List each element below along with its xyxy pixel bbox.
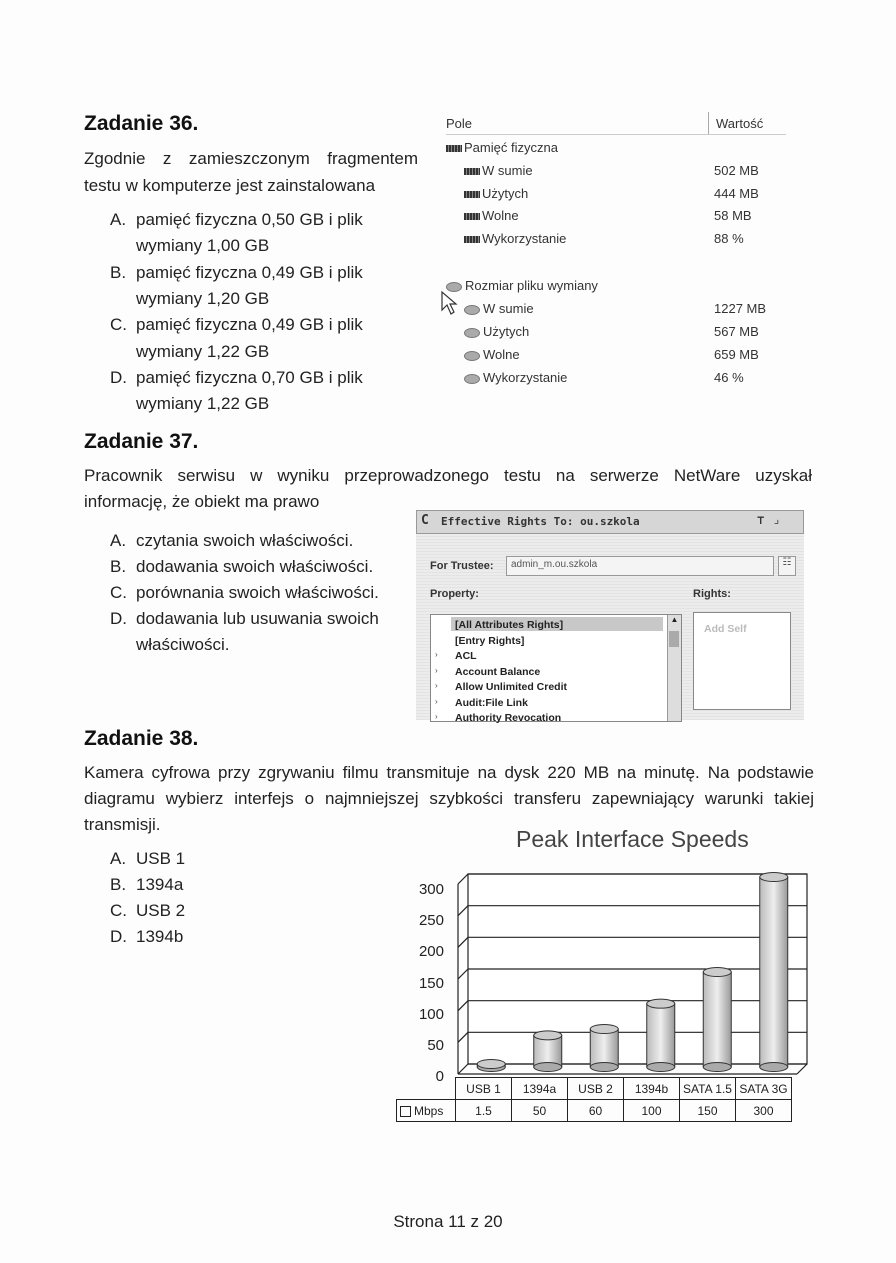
option-letter: A. <box>110 210 127 229</box>
memory-table-row <box>464 163 533 178</box>
x-category-label: USB 1 <box>456 1078 512 1100</box>
memory-row-value: 58 MB <box>714 208 752 223</box>
x-category-label: 1394a <box>512 1078 568 1100</box>
option-text-continued: wymiany 1,22 GB <box>136 394 270 414</box>
chart-bar-top <box>760 873 788 882</box>
option-a <box>110 207 363 233</box>
chart-side-gridline <box>458 1064 468 1074</box>
chart-bar-top <box>477 1060 505 1069</box>
option-text: 1394b <box>136 927 184 946</box>
chart-bar-top <box>534 1031 562 1040</box>
disk-icon <box>464 374 480 384</box>
chart-bar-top <box>647 999 675 1008</box>
option-letter: B. <box>110 875 127 894</box>
chart-data-table <box>396 1077 792 1122</box>
task-38-text-line1: Kamera cyfrowa przy zgrywaniu filmu transmituje na dysk 220 MB na minutę. Na podstawie <box>84 763 814 782</box>
option-text: pamięć fizyczna 0,50 GB i plik <box>136 210 363 229</box>
option-text: 1394a <box>136 875 184 894</box>
legend-swatch <box>400 1106 411 1117</box>
memory-info-table <box>446 110 792 400</box>
property-label: Property: <box>430 588 479 600</box>
option-a <box>110 528 353 554</box>
expand-arrow-icon[interactable]: › <box>435 665 438 675</box>
y-tick-label: 300 <box>418 881 444 898</box>
option-letter: B. <box>110 262 127 282</box>
data-value-label: 1.5 <box>456 1100 512 1122</box>
chart-side-gridline <box>458 969 468 979</box>
option-b <box>110 872 183 898</box>
option-d <box>110 606 379 632</box>
memory-table-row <box>446 140 558 155</box>
ram-chip-icon <box>446 145 462 152</box>
chart-bar-1394b <box>647 1004 675 1067</box>
dialog-app-icon: C <box>421 513 429 528</box>
property-list-item[interactable]: [All Attributes Rights] <box>455 619 564 631</box>
memory-row-label: Wykorzystanie <box>482 231 567 246</box>
pin-icon[interactable]: ⊤ <box>757 513 765 527</box>
option-c <box>110 580 379 606</box>
chart-bar-sata-3g <box>760 877 788 1067</box>
rights-value: Add Self <box>704 623 747 635</box>
memory-row-value: 659 MB <box>714 347 759 362</box>
legend-label: Mbps <box>414 1103 444 1118</box>
y-tick-label: 150 <box>418 974 444 992</box>
memory-table-row <box>464 208 519 223</box>
property-list-item[interactable]: Account Balance <box>455 665 541 678</box>
task-36-text-line2: testu w komputerze jest zainstalowana <box>84 176 376 195</box>
data-value-label: 300 <box>736 1100 792 1122</box>
memory-row-label: Wolne <box>482 208 519 223</box>
option-text-continued: wymiany 1,20 GB <box>136 288 270 308</box>
task-37-heading: Zadanie 37. <box>84 430 199 453</box>
task-37-text-line1: Pracownik serwisu w wyniku przeprowadzonego testu na serwerze NetWare uzyskał <box>84 466 812 485</box>
for-trustee-label: For Trustee: <box>430 560 494 572</box>
option-text-continued: wymiany 1,22 GB <box>136 341 270 361</box>
rights-box <box>693 612 791 710</box>
task-38-text-line3: transmisji. <box>84 815 161 834</box>
column-header-value: Wartość <box>716 116 764 131</box>
resize-icon[interactable]: ⌟ <box>773 513 780 526</box>
expand-arrow-icon[interactable]: › <box>435 650 438 659</box>
legend-series <box>397 1100 456 1122</box>
option-text-continued: właściwości. <box>136 635 230 654</box>
chart-bar-base <box>703 1063 731 1072</box>
data-value-label: 60 <box>568 1100 624 1122</box>
memory-table-row <box>464 301 534 316</box>
mouse-cursor-icon <box>440 290 458 316</box>
expand-arrow-icon[interactable]: › <box>435 696 438 706</box>
chart-bar-base <box>590 1063 618 1072</box>
x-category-label: USB 2 <box>568 1078 624 1100</box>
y-tick-label: 250 <box>418 912 444 930</box>
option-letter: D. <box>110 367 127 387</box>
chart-title: Peak Interface Speeds <box>516 826 749 852</box>
memory-row-label: Pamięć fizyczna <box>464 140 558 155</box>
column-header-field: Pole <box>446 116 473 131</box>
ram-chip-icon <box>464 213 480 220</box>
memory-table-row <box>464 347 520 362</box>
rights-label: Rights: <box>693 588 731 600</box>
x-category-label: SATA 1.5 <box>680 1078 736 1100</box>
chart-side-gridline <box>458 874 468 884</box>
expand-arrow-icon[interactable]: › <box>435 681 438 690</box>
disk-icon <box>464 351 480 361</box>
chart-side-gridline <box>458 937 468 947</box>
chart-bar-sata-1.5 <box>703 972 731 1067</box>
property-list-item[interactable]: [Entry Rights] <box>455 634 525 647</box>
memory-table-row <box>464 324 529 339</box>
header-divider <box>446 134 786 135</box>
memory-row-value: 88 % <box>714 231 744 246</box>
ram-chip-icon <box>464 191 480 198</box>
property-list-item[interactable]: ACL <box>455 650 477 662</box>
expand-arrow-icon[interactable]: › <box>435 712 438 721</box>
memory-row-value: 1227 MB <box>714 301 767 316</box>
option-text-continued: wymiany 1,00 GB <box>136 236 270 256</box>
memory-row-value: 46 % <box>714 370 744 385</box>
option-text: USB 1 <box>136 849 186 868</box>
scroll-thumb[interactable] <box>669 631 679 647</box>
memory-row-value: 444 MB <box>714 186 759 201</box>
memory-row-label: Użytych <box>483 324 530 339</box>
option-text: pamięć fizyczna 0,49 GB i plik <box>136 262 363 282</box>
option-text: USB 2 <box>136 901 186 920</box>
memory-row-label: Wolne <box>483 347 520 362</box>
property-list-scrollbar[interactable] <box>667 615 681 721</box>
option-d <box>110 365 363 391</box>
option-letter: A. <box>110 849 127 868</box>
property-list-item[interactable]: Authority Revocation <box>455 712 562 724</box>
task-36-text-line1: Zgodnie z zamieszczonym fragmentem <box>84 149 418 168</box>
effective-rights-dialog <box>416 510 804 724</box>
memory-row-label: W sumie <box>483 301 534 316</box>
memory-row-label: Użytych <box>482 186 529 201</box>
chart-side-gridline <box>458 906 468 916</box>
page-number: Strona 11 z 20 <box>393 1212 503 1231</box>
chart-bar-top <box>590 1025 618 1034</box>
x-category-label: 1394b <box>624 1078 680 1100</box>
chart-bar-base <box>534 1063 562 1072</box>
memory-row-value: 567 MB <box>714 324 759 339</box>
browse-trustee-button[interactable]: ☷ <box>778 556 796 576</box>
y-tick-label: 0 <box>435 1068 444 1086</box>
y-tick-label: 100 <box>418 1005 444 1023</box>
option-letter: D. <box>110 609 127 628</box>
dialog-title: Effective Rights To: ou.szkola <box>441 515 640 528</box>
chart-side-gridline <box>458 1032 468 1042</box>
memory-row-label: W sumie <box>482 163 533 178</box>
option-letter: C. <box>110 583 127 602</box>
task-36-heading: Zadanie 36. <box>84 112 199 135</box>
option-letter: A. <box>110 531 127 550</box>
x-category-label: SATA 3G <box>736 1078 792 1100</box>
dialog-titlebar <box>416 510 804 534</box>
disk-icon <box>464 305 480 315</box>
option-letter: D. <box>110 927 127 946</box>
data-value-label: 50 <box>512 1100 568 1122</box>
chart-side-gridline <box>458 1001 468 1011</box>
memory-table-row <box>464 370 567 385</box>
memory-table-row <box>464 231 566 246</box>
chart-floor-right <box>797 1064 807 1074</box>
task-37-text-line2: informację, że obiekt ma prawo <box>84 492 320 511</box>
option-b <box>110 554 373 580</box>
option-d <box>110 924 183 950</box>
data-value-label: 150 <box>680 1100 736 1122</box>
chart-bar-base <box>647 1063 675 1072</box>
option-c <box>110 898 185 924</box>
option-text: porównania swoich właściwości. <box>136 583 379 602</box>
y-tick-label: 200 <box>418 943 444 961</box>
property-list-item[interactable]: Audit:File Link <box>455 696 528 709</box>
column-divider <box>708 112 709 134</box>
option-c <box>110 312 363 338</box>
ram-chip-icon <box>464 236 480 243</box>
memory-table-row <box>446 278 598 293</box>
option-text: dodawania swoich właściwości. <box>136 557 374 576</box>
memory-row-label: Rozmiar pliku wymiany <box>465 278 598 293</box>
y-tick-label: 50 <box>427 1037 444 1054</box>
option-text: pamięć fizyczna 0,49 GB i plik <box>136 315 363 335</box>
task-38-text-line2: diagramu wybierz interfejs o najmniejszej szybkości transferu zapewniający warunki takiej <box>84 789 814 808</box>
option-a <box>110 846 185 872</box>
option-text: pamięć fizyczna 0,70 GB i plik <box>136 367 363 387</box>
task-38-heading: Zadanie 38. <box>84 727 199 750</box>
property-list-item[interactable]: Allow Unlimited Credit <box>455 681 568 693</box>
option-letter: C. <box>110 901 127 920</box>
memory-row-label: Wykorzystanie <box>483 370 568 385</box>
for-trustee-field[interactable]: admin_m.ou.szkola <box>506 556 774 576</box>
memory-table-row <box>464 186 528 201</box>
property-list[interactable] <box>430 614 682 722</box>
option-letter: B. <box>110 557 127 576</box>
chart-bar-usb-2 <box>590 1029 618 1067</box>
memory-row-value: 502 MB <box>714 163 759 178</box>
option-letter: C. <box>110 315 127 335</box>
option-text: czytania swoich właściwości. <box>136 531 354 550</box>
option-text: dodawania lub usuwania swoich <box>136 609 379 628</box>
scroll-up-icon[interactable]: ▲ <box>670 615 679 624</box>
data-value-label: 100 <box>624 1100 680 1122</box>
chart-bar-top <box>703 968 731 977</box>
chart-bar-base <box>760 1063 788 1072</box>
option-b <box>110 260 363 286</box>
ram-chip-icon <box>464 168 480 175</box>
chart-plot-area <box>440 868 820 1088</box>
disk-icon <box>464 328 480 338</box>
